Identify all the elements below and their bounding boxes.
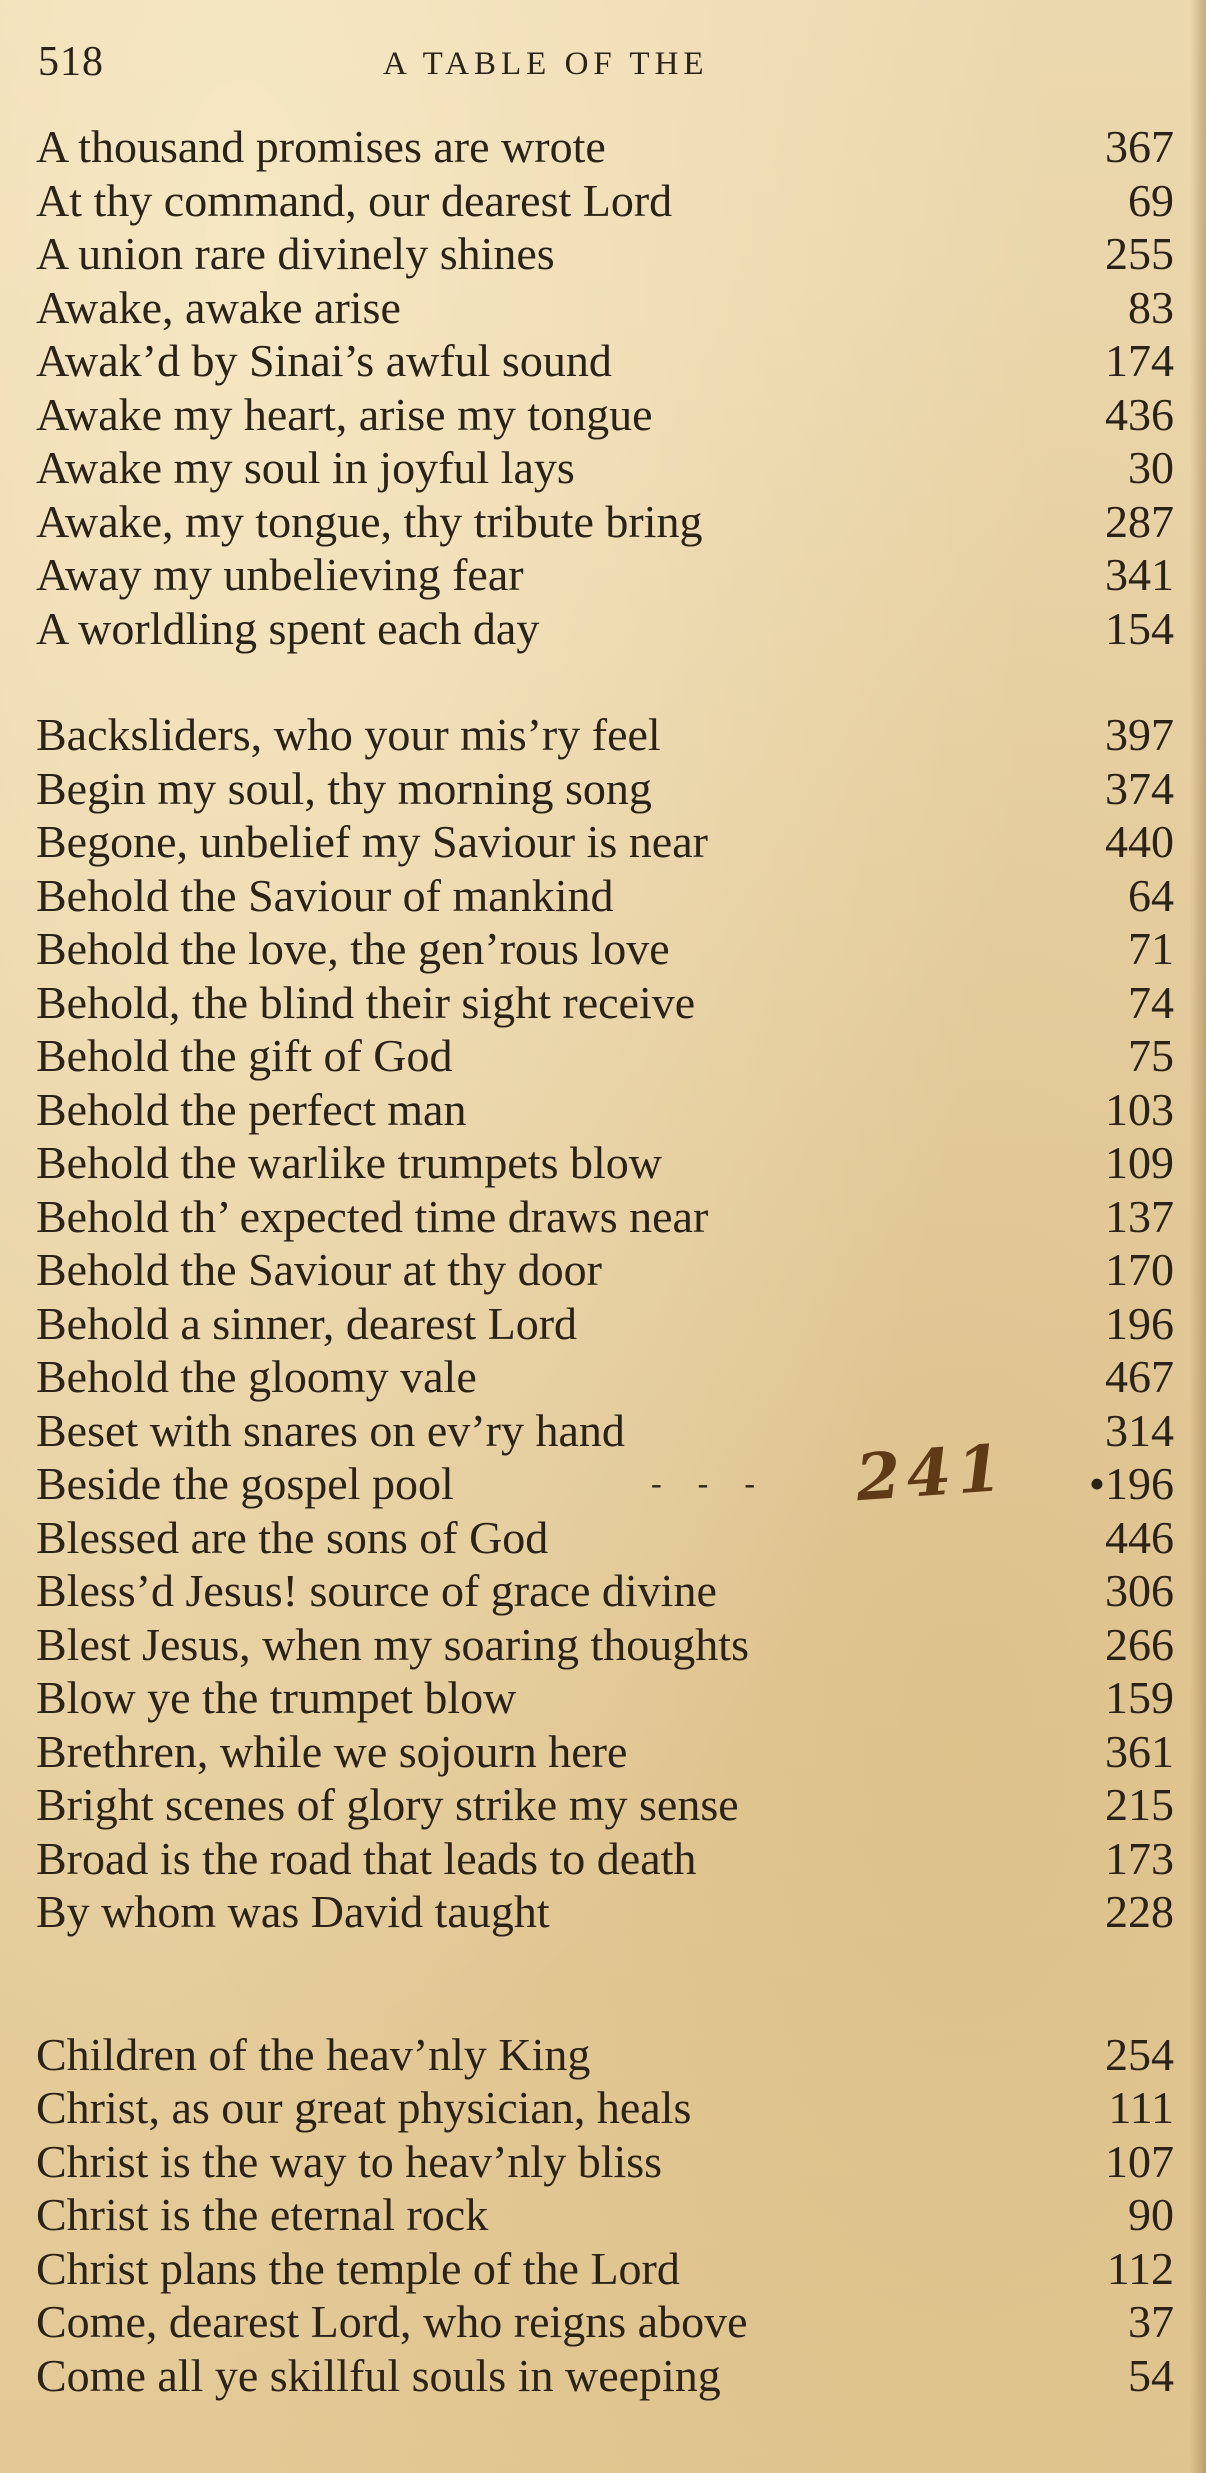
hymn-first-line: Christ, as our great physician, heals (36, 2082, 692, 2133)
index-entry (36, 2295, 1174, 2349)
index-entry (36, 548, 1174, 602)
index-entry (36, 1832, 1174, 1886)
hymn-number: 83 (1128, 281, 1174, 333)
hymn-first-line: Awake my soul in joyful lays (36, 442, 575, 493)
index-entry (36, 441, 1174, 495)
hymn-number: 254 (1105, 2028, 1174, 2080)
hymn-number: 374 (1105, 762, 1174, 814)
hymn-first-line: Behold the warlike trumpets blow (36, 1137, 662, 1188)
index-entry (36, 334, 1174, 388)
hymn-number: 215 (1105, 1779, 1174, 1830)
hymn-first-line: Awake, awake arise (36, 281, 401, 333)
hymn-first-line: Behold the gloomy vale (36, 1351, 477, 1402)
hymn-number: 90 (1128, 2189, 1174, 2240)
index-entry (36, 1297, 1174, 1351)
hymn-first-line: Bright scenes of glory strike my sense (36, 1779, 739, 1830)
hymn-number: 287 (1105, 495, 1174, 547)
hymn-first-line: Children of the heav’nly King (36, 2028, 591, 2080)
running-title: A TABLE OF THE (383, 46, 709, 82)
hymn-first-line: Behold a sinner, dearest Lord (36, 1297, 578, 1349)
hymn-number: 361 (1105, 1725, 1174, 1777)
index-entry (36, 1511, 1174, 1565)
hymn-first-line: A worldling spent each day (36, 602, 540, 654)
hymn-first-line: Behold the Saviour of mankind (36, 869, 614, 921)
index-entry (36, 2188, 1174, 2242)
index-entry (36, 815, 1174, 869)
index-entry (36, 2135, 1174, 2189)
index-entry (36, 2349, 1174, 2403)
index-entry (36, 976, 1174, 1030)
hymn-first-line: Begone, unbelief my Saviour is near (36, 816, 708, 867)
hymn-first-line: By whom was David taught (36, 1886, 550, 1937)
page-number: 518 (38, 39, 104, 85)
index-entry (36, 2081, 1174, 2135)
hymn-first-line: Awake, my tongue, thy tribute bring (36, 495, 703, 547)
index-entry (36, 2028, 1174, 2082)
hymn-number: 446 (1105, 1511, 1174, 1563)
hymn-number: 196 (1105, 1297, 1174, 1349)
hymn-number: 266 (1105, 1618, 1174, 1670)
index-entry (36, 1190, 1174, 1244)
hymn-number: 159 (1105, 1672, 1174, 1723)
hymn-first-line: Come all ye skillful souls in weeping (36, 2349, 721, 2401)
hymn-number: 71 (1128, 923, 1174, 974)
index-section-c (36, 2028, 1174, 2403)
hymn-number: 107 (1105, 2135, 1174, 2187)
hymn-number: 170 (1105, 1244, 1174, 1295)
hymn-number: 37 (1128, 2296, 1174, 2347)
hymn-number: 112 (1106, 2242, 1174, 2294)
hymn-number: 54 (1128, 2349, 1174, 2401)
index-entry (36, 1778, 1174, 1832)
handwritten-annotation: 241 (853, 1430, 1011, 1517)
index-entry (36, 1564, 1174, 1618)
index-entry (36, 1885, 1174, 1939)
hymn-first-line: Beside the gospel pool (36, 1458, 454, 1509)
page-header (38, 38, 1178, 88)
index-entry (36, 1083, 1174, 1137)
index-entry (36, 1029, 1174, 1083)
hymn-first-line: Blessed are the sons of God (36, 1511, 549, 1563)
hymn-first-line: Christ is the eternal rock (36, 2189, 489, 2240)
hymn-first-line: Beset with snares on ev’ry hand (36, 1404, 625, 1456)
hymn-number: 30 (1128, 442, 1174, 493)
hymn-number: 314 (1105, 1404, 1174, 1456)
hymn-number: 69 (1128, 174, 1174, 226)
hymn-first-line: Behold, the blind their sight receive (36, 976, 696, 1028)
hymn-number: 111 (1108, 2082, 1174, 2133)
hymn-first-line: Away my unbelieving fear (36, 549, 524, 600)
hymn-number: 174 (1105, 335, 1174, 386)
page-edge-shadow (1190, 0, 1206, 2473)
hymn-first-line: Broad is the road that leads to death (36, 1832, 697, 1884)
index-entry (36, 1725, 1174, 1779)
index-entry (36, 281, 1174, 335)
hymn-first-line: Bless’d Jesus! source of grace divine (36, 1565, 717, 1616)
index-entry (36, 1243, 1174, 1297)
hymn-first-line: Brethren, while we sojourn here (36, 1725, 628, 1777)
index-entry (36, 2242, 1174, 2296)
hymn-number: 64 (1128, 869, 1174, 921)
hymn-first-line: Behold the Saviour at thy door (36, 1244, 602, 1295)
hymn-number: 367 (1105, 121, 1174, 172)
hymn-number: 173 (1105, 1832, 1174, 1884)
hymn-number: 137 (1105, 1190, 1174, 1242)
index-entry (36, 120, 1174, 174)
index-entry (36, 1618, 1174, 1672)
hymn-first-line: Awak’d by Sinai’s awful sound (36, 335, 612, 386)
hymn-number: 467 (1105, 1351, 1174, 1402)
index-entry (36, 1671, 1174, 1725)
dot-leader: - - - (651, 1465, 769, 1501)
index-entry (36, 869, 1174, 923)
hymn-number: •196 (1088, 1458, 1174, 1509)
hymn-number: 306 (1105, 1565, 1174, 1616)
hymn-number: 255 (1105, 228, 1174, 279)
index-entry (36, 1350, 1174, 1404)
index-entry (36, 1136, 1174, 1190)
hymn-number: 75 (1128, 1030, 1174, 1081)
index-entry (36, 174, 1174, 228)
hymn-first-line: Behold the love, the gen’rous love (36, 923, 670, 974)
hymn-number: 154 (1105, 602, 1174, 654)
hymn-first-line: Christ plans the temple of the Lord (36, 2242, 680, 2294)
hymn-number: 440 (1105, 816, 1174, 867)
hymn-number: 74 (1128, 976, 1174, 1028)
hymn-first-line: Behold the gift of God (36, 1030, 453, 1081)
hymn-number: 109 (1105, 1137, 1174, 1188)
hymn-first-line: Come, dearest Lord, who reigns above (36, 2296, 748, 2347)
index-entry (36, 922, 1174, 976)
hymn-first-line: A union rare divinely shines (36, 228, 555, 279)
index-entry (36, 227, 1174, 281)
hymn-number: 228 (1105, 1886, 1174, 1937)
hymn-first-line: A thousand promises are wrote (36, 121, 606, 172)
index-entry (36, 708, 1174, 762)
hymn-first-line: Blow ye the trumpet blow (36, 1672, 517, 1723)
hymn-number: 341 (1105, 549, 1174, 600)
hymn-first-line: Behold th’ expected time draws near (36, 1190, 709, 1242)
index-section-b (36, 708, 1174, 1939)
hymn-index (36, 120, 1174, 2402)
index-entry (36, 762, 1174, 816)
index-section-a (36, 120, 1174, 655)
hymn-first-line: At thy command, our dearest Lord (36, 174, 673, 226)
index-entry (36, 602, 1174, 656)
hymn-first-line: Awake my heart, arise my tongue (36, 388, 653, 440)
hymn-first-line: Begin my soul, thy morning song (36, 762, 652, 814)
hymn-first-line: Blest Jesus, when my soaring thoughts (36, 1618, 749, 1670)
hymn-first-line: Backsliders, who your mis’ry feel (36, 709, 661, 760)
index-entry (36, 495, 1174, 549)
hymn-first-line: Christ is the way to heav’nly bliss (36, 2135, 663, 2187)
hymn-number: 103 (1105, 1083, 1174, 1135)
hymn-number: 436 (1105, 388, 1174, 440)
hymn-first-line: Behold the perfect man (36, 1083, 467, 1135)
index-entry (36, 388, 1174, 442)
hymn-number: 397 (1105, 709, 1174, 760)
